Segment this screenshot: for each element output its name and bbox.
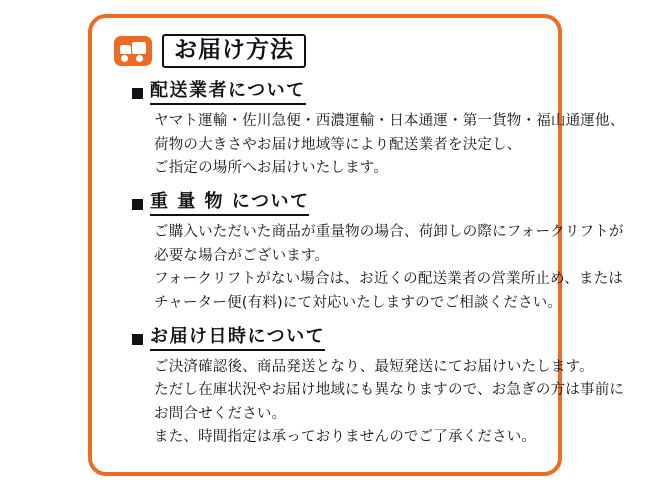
text-line: お問合せください。 <box>154 405 287 422</box>
page-title <box>162 34 306 68</box>
page-title-text: お届け方法 <box>174 37 294 63</box>
section-delivery-date <box>114 326 625 450</box>
text-line: ご決済確認後、商品発送となり、最短発送にてお届けいたします。 <box>154 358 594 375</box>
text-line: ヤマト運輸・佐川急便・西濃運輸・日本通運・第一貨物・福山通運他、 <box>154 113 625 130</box>
section-heavy-goods-head <box>114 191 538 216</box>
text-line: 必要な場合がございます。 <box>154 247 330 264</box>
section-carrier-head <box>114 80 538 105</box>
card-title-row <box>114 34 538 68</box>
square-bullet-icon <box>132 334 143 345</box>
section-heavy-goods-title: 重 量 物 について <box>150 191 309 216</box>
square-bullet-icon <box>132 88 143 99</box>
section-delivery-date-body <box>114 356 625 450</box>
text-line: ただし在庫状況やお届け地域にも異なりますので、お急ぎの方は事前に <box>154 382 625 399</box>
text-line: チャーター便(有料)にて対応いたしますのでご相談ください。 <box>154 294 563 311</box>
section-delivery-date-title: お届け日時について <box>150 326 325 351</box>
section-carrier-body <box>114 110 625 180</box>
text-line: フォークリフトがない場合は、お近くの配送業者の営業所止め、または <box>154 271 624 288</box>
delivery-info-card <box>88 14 625 476</box>
text-line: 荷物の大きさやお届け地域等により配送業者を決定し、 <box>154 136 522 153</box>
section-heavy-goods-body <box>114 221 624 315</box>
section-carrier-title: 配送業者について <box>150 80 306 105</box>
section-delivery-date-head <box>114 326 538 351</box>
text-line: ご購入いただいた商品が重量物の場合、荷卸しの際にフォークリフトが <box>154 224 624 241</box>
text-line: ご指定の場所へお届けいたします。 <box>154 160 389 176</box>
section-carrier <box>114 80 625 180</box>
delivery-truck-icon <box>114 36 152 66</box>
square-bullet-icon <box>132 199 143 210</box>
text-line: また、時間指定は承っておりませんのでご了承ください。 <box>154 429 537 446</box>
section-heavy-goods <box>114 191 624 315</box>
